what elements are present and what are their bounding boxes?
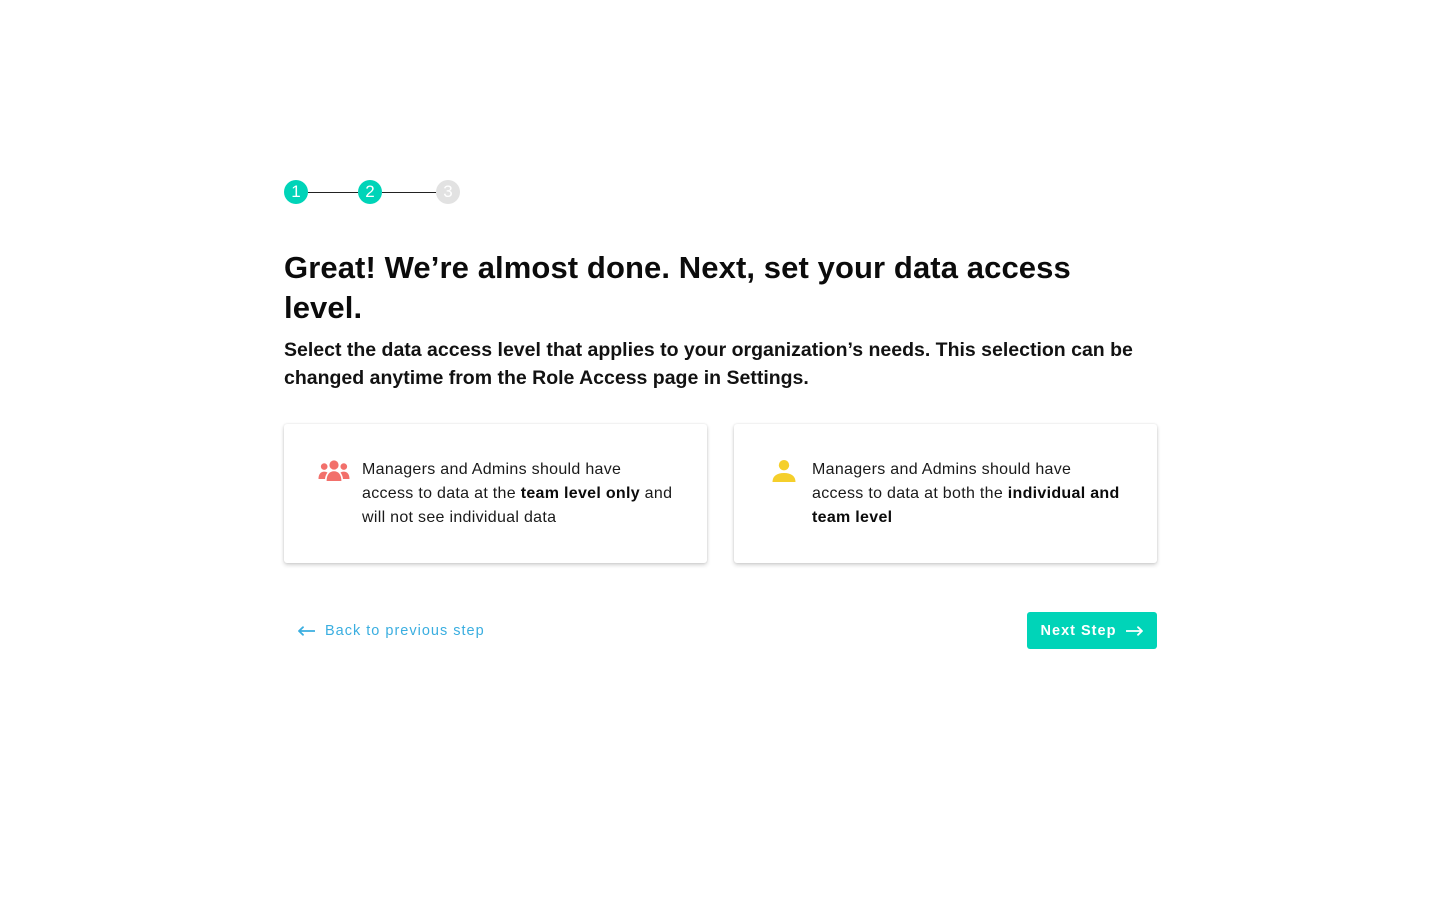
option-text: Managers and Admins should have access to data at the — [362, 461, 622, 502]
back-button[interactable] — [298, 612, 485, 649]
access-level-options — [284, 424, 1157, 563]
step-connector — [308, 192, 358, 193]
arrow-right-icon — [1126, 626, 1143, 636]
option-description — [812, 458, 1127, 530]
main-content — [284, 180, 1157, 563]
progress-stepper — [284, 180, 1157, 204]
arrow-left-icon — [298, 626, 315, 636]
option-text-emphasis: individual and team level — [812, 485, 1120, 526]
option-card-team-level[interactable] — [284, 424, 707, 563]
back-button-label: Back to previous step — [325, 622, 485, 639]
option-card-individual-and-team-level[interactable] — [734, 424, 1157, 563]
page-subtitle: Select the data access level that applies to your organization’s needs. This selection can be changed anytime from the Role Access page in Settings. — [284, 339, 1133, 389]
option-text-emphasis: team level only — [520, 485, 640, 502]
person-icon — [768, 458, 800, 484]
wizard-footer — [284, 612, 1157, 649]
page-title: Great! We’re almost done. Next, set your data access level. — [284, 250, 1071, 325]
step-1-indicator: 1 — [284, 180, 308, 204]
step-2-indicator: 2 — [358, 180, 382, 204]
team-group-icon — [318, 458, 350, 484]
option-text: and will not see individual data — [362, 485, 673, 526]
option-description — [362, 458, 677, 530]
next-step-button[interactable] — [1027, 612, 1157, 649]
next-step-button-label: Next Step — [1040, 622, 1117, 639]
step-3-indicator: 3 — [436, 180, 460, 204]
option-text: Managers and Admins should have access to data at both the — [812, 461, 1072, 502]
step-connector — [382, 192, 436, 193]
